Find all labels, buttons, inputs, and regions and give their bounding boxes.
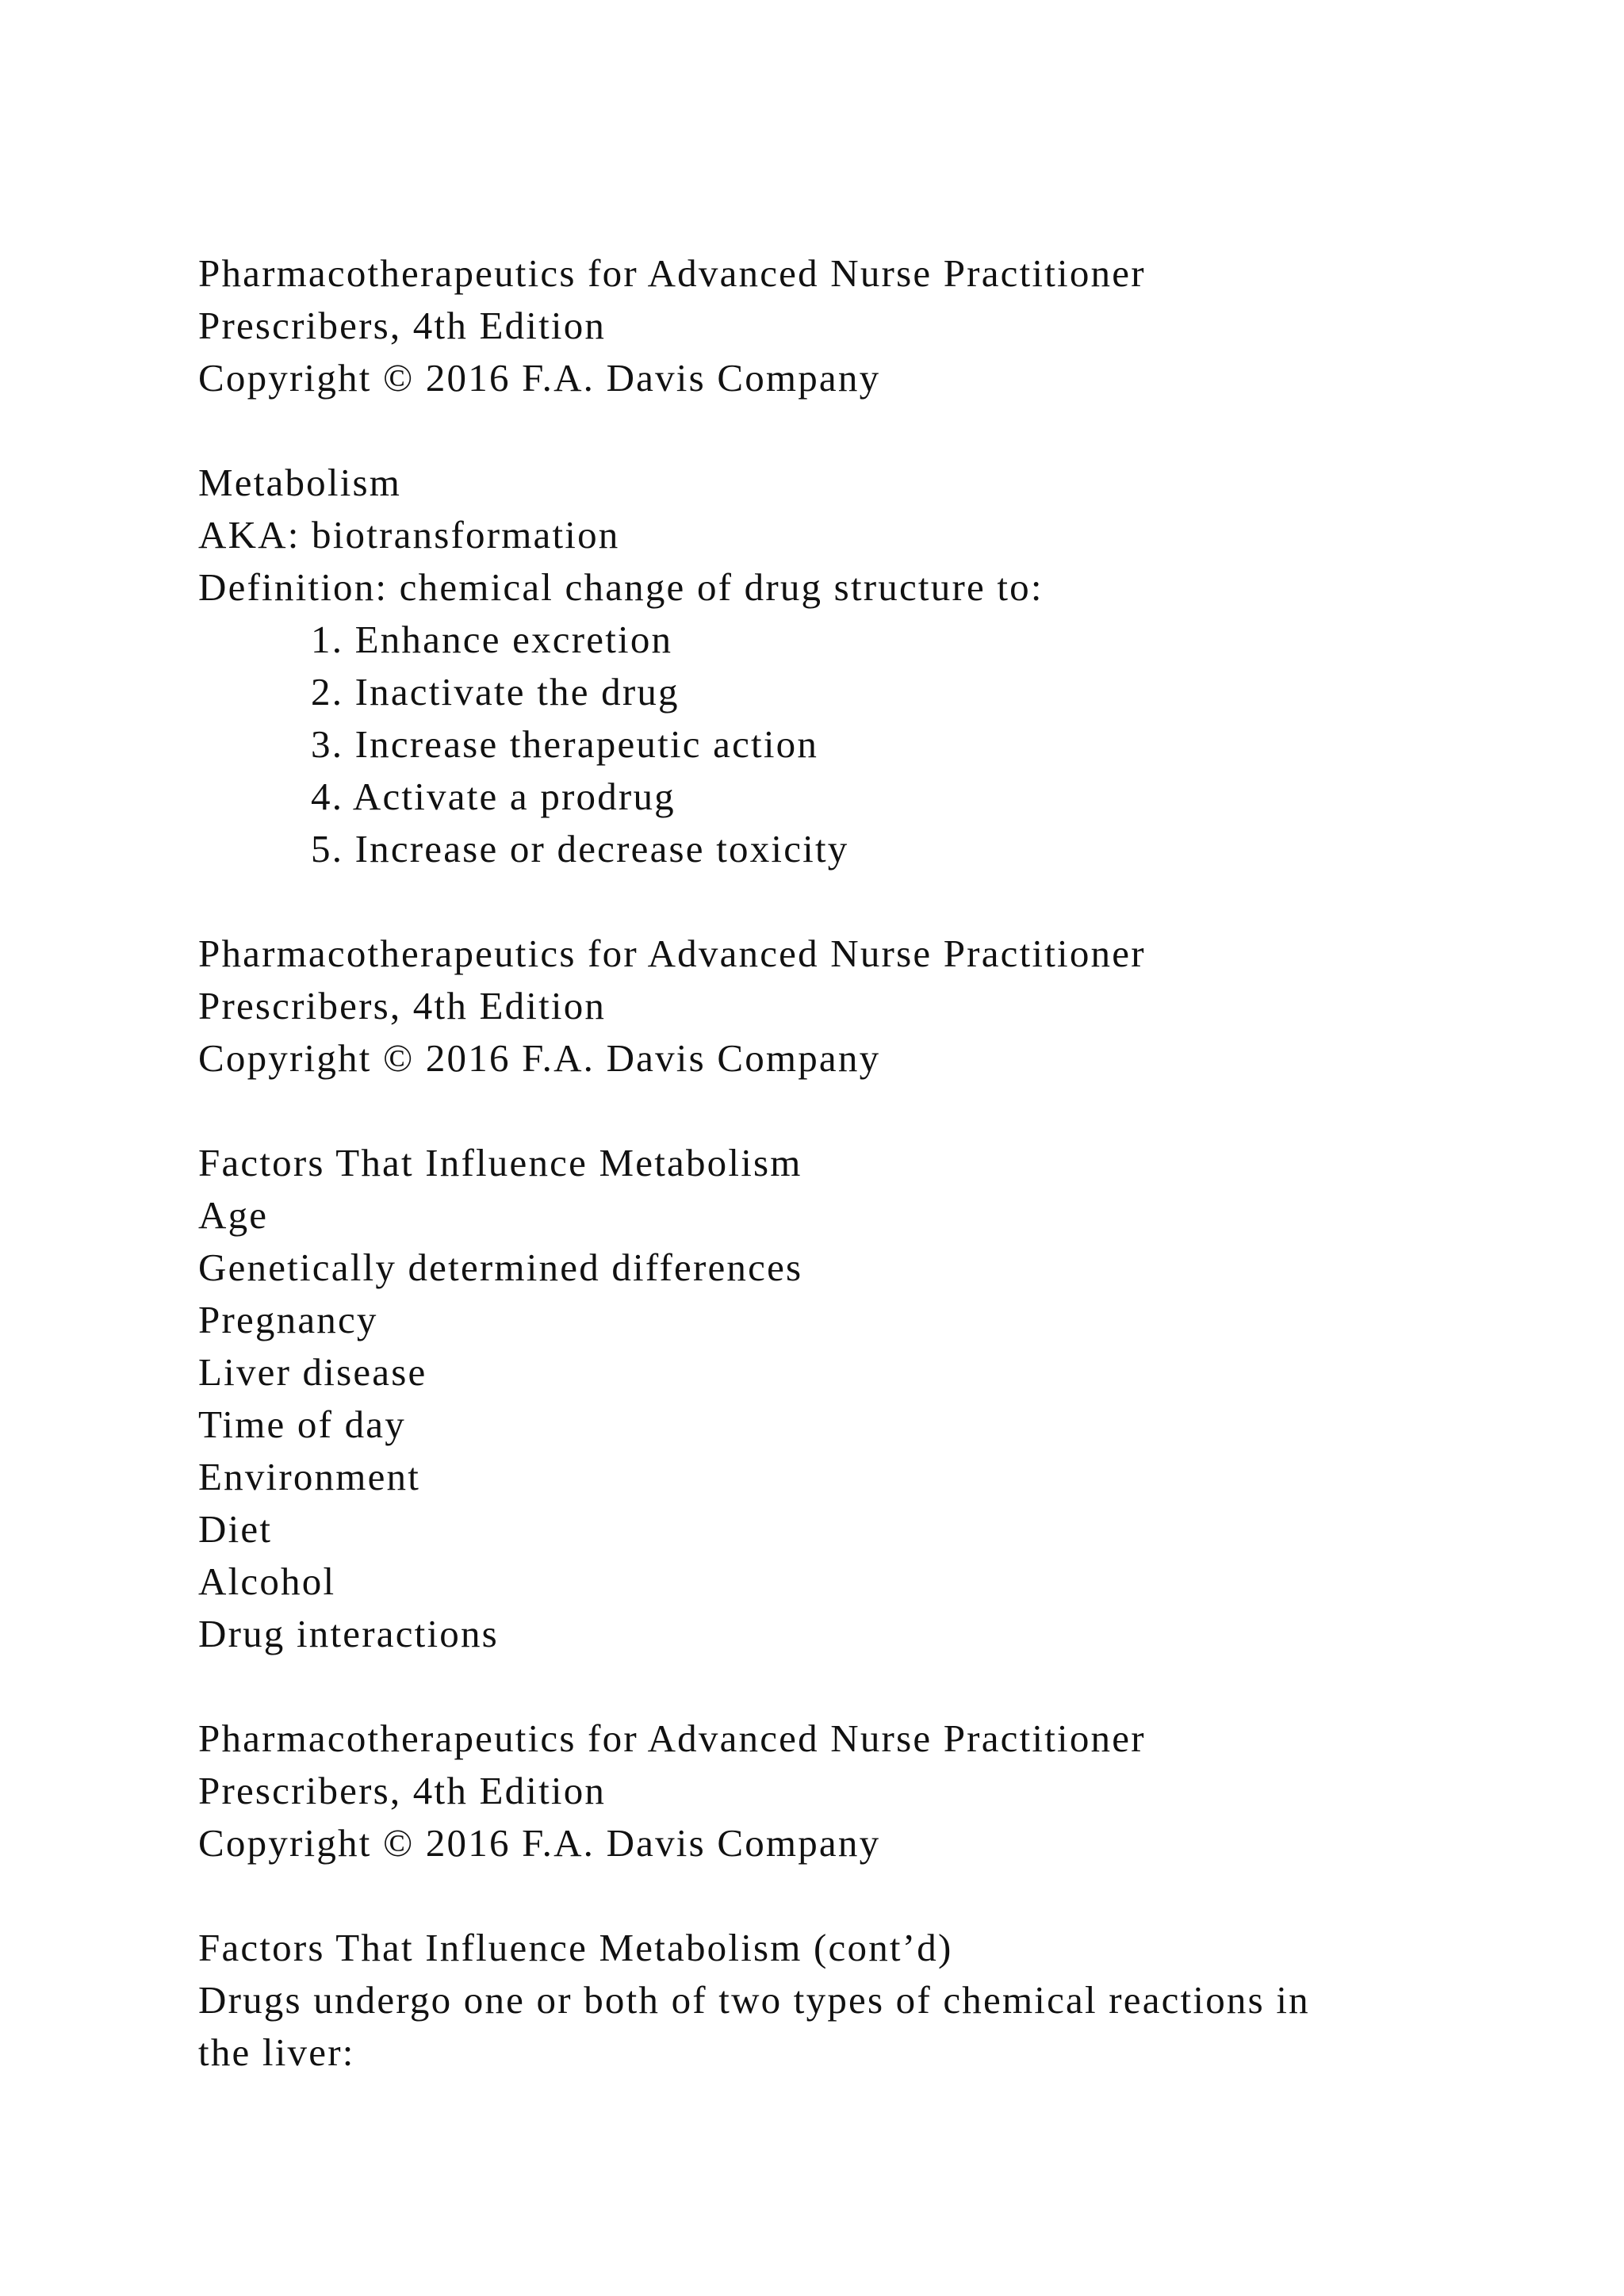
header-book-title: Pharmacotherapeutics for Advanced Nurse Practitioner: [198, 1716, 1146, 1760]
header-copyright: Copyright © 2016 F.A. Davis Company: [198, 1036, 881, 1080]
header-edition: Prescribers, 4th Edition: [198, 304, 607, 347]
list-item: Age: [198, 1193, 269, 1237]
header-copyright: Copyright © 2016 F.A. Davis Company: [198, 356, 881, 400]
list-item: Drug interactions: [198, 1612, 499, 1655]
list-item: Liver disease: [198, 1350, 427, 1394]
list-item: Time of day: [198, 1402, 406, 1446]
body-text: Drugs undergo one or both of two types of chemical reactions in: [198, 1978, 1310, 2022]
list-item: Environment: [198, 1455, 421, 1498]
numbered-list-item: 1. Enhance excretion: [311, 618, 673, 661]
numbered-list-item: 4. Activate a prodrug: [311, 775, 676, 818]
numbered-list-item: 2. Inactivate the drug: [311, 670, 680, 714]
list-item: Genetically determined differences: [198, 1246, 803, 1289]
body-text: the liver:: [198, 2030, 355, 2074]
numbered-list-item: 3. Increase therapeutic action: [311, 722, 819, 766]
section-factors: [198, 928, 1507, 1712]
document-content: [198, 247, 1507, 2079]
section-title: Factors That Influence Metabolism (cont’d): [198, 1926, 953, 1969]
spacer: [198, 404, 1507, 457]
spacer: [198, 1085, 1507, 1137]
header-edition: Prescribers, 4th Edition: [198, 984, 607, 1027]
header-book-title: Pharmacotherapeutics for Advanced Nurse Practitioner: [198, 932, 1146, 975]
spacer: [198, 1869, 1507, 1922]
header-edition: Prescribers, 4th Edition: [198, 1769, 607, 1812]
header-copyright: Copyright © 2016 F.A. Davis Company: [198, 1821, 881, 1865]
section-title: Metabolism: [198, 461, 402, 504]
spacer: [198, 1660, 1507, 1712]
list-item: Diet: [198, 1507, 273, 1551]
aka-line: AKA: biotransformation: [198, 513, 620, 557]
list-item: Alcohol: [198, 1559, 336, 1603]
section-factors-continued: [198, 1712, 1507, 2079]
section-metabolism: [198, 247, 1507, 928]
list-item: Pregnancy: [198, 1298, 378, 1341]
section-title: Factors That Influence Metabolism: [198, 1141, 802, 1184]
spacer: [198, 875, 1507, 928]
definition-line: Definition: chemical change of drug structure to:: [198, 565, 1044, 609]
header-book-title: Pharmacotherapeutics for Advanced Nurse Practitioner: [198, 251, 1146, 295]
numbered-list-item: 5. Increase or decrease toxicity: [311, 827, 849, 871]
